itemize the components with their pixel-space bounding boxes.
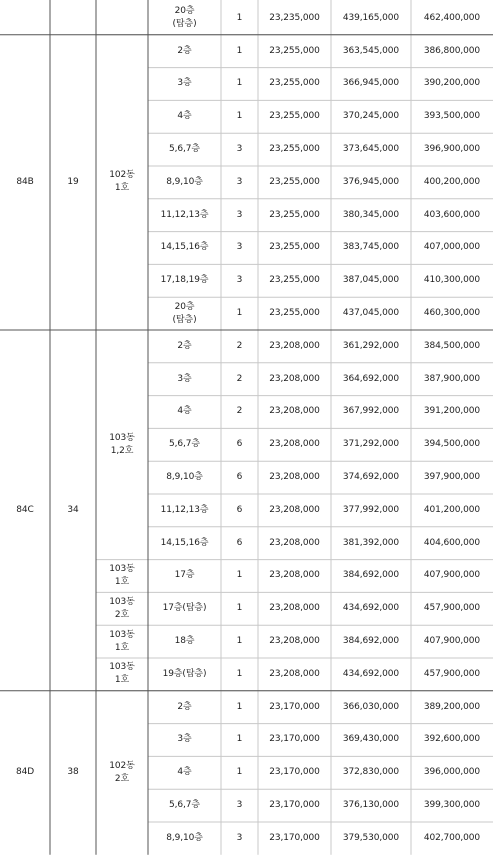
table-cell-price-c: 396,000,000 (423, 767, 481, 778)
table-cell-price-a: 23,255,000 (269, 209, 320, 220)
table-cell-price-b: 383,745,000 (342, 242, 400, 253)
table-cell-price-a: 23,255,000 (269, 144, 320, 155)
table-cell-floor: 4층 (177, 111, 192, 122)
table-cell-price-b: 434,692,000 (342, 603, 400, 614)
table-cell-price-b: 364,692,000 (342, 373, 400, 384)
table-cell-floor: 11,12,13층 (160, 209, 209, 220)
table-cell-price-c: 386,800,000 (423, 45, 481, 56)
table-cell-count: 1 (236, 45, 243, 56)
table-cell-floor: 2층 (177, 340, 192, 351)
table-cell-count: 6 (236, 504, 243, 515)
table-cell-floor: 2층 (177, 45, 192, 56)
table-cell-count: 2 (236, 340, 243, 351)
table-cell-price-b: 437,045,000 (342, 308, 400, 319)
table-cell-price-b: 363,545,000 (342, 45, 400, 56)
building-unit-cell: 103동 1,2호 (109, 432, 135, 456)
table-cell-price-b: 369,430,000 (342, 734, 400, 745)
table-cell-price-a: 23,208,000 (269, 636, 320, 647)
table-cell-count: 1 (236, 668, 243, 679)
table-cell-price-c: 400,200,000 (423, 176, 481, 187)
table-cell-price-a: 23,170,000 (269, 800, 320, 811)
table-cell-count: 3 (236, 832, 243, 843)
table-cell-floor: 5,6,7층 (169, 439, 200, 450)
table-cell-price-b: 366,030,000 (342, 701, 400, 712)
table-cell-count: 1 (236, 701, 243, 712)
table-cell-count: 1 (236, 767, 243, 778)
table-cell-price-a: 23,170,000 (269, 701, 320, 712)
table-cell-price-a: 23,208,000 (269, 472, 320, 483)
unit-count-cell: 38 (67, 767, 79, 778)
table-cell-price-a: 23,255,000 (269, 111, 320, 122)
building-unit-cell: 103동 2호 (109, 596, 135, 620)
table-cell-floor: 3층 (177, 734, 192, 745)
table-cell-price-c: 399,300,000 (423, 800, 481, 811)
table-cell-floor: 8,9,10층 (166, 472, 203, 483)
table-cell-price-a: 23,208,000 (269, 340, 320, 351)
table-cell-floor: 4층 (177, 406, 192, 417)
table-cell-floor: 20층 (탑층) (172, 301, 197, 325)
table-cell-count: 3 (236, 209, 243, 220)
table-cell-price-a: 23,170,000 (269, 734, 320, 745)
table-cell-price-c: 407,900,000 (423, 636, 481, 647)
table-cell-count: 1 (236, 308, 243, 319)
table-cell-price-c: 397,900,000 (423, 472, 481, 483)
table-cell-price-b: 376,945,000 (342, 176, 400, 187)
table-cell-floor: 14,15,16층 (160, 242, 209, 253)
table-cell-price-c: 407,000,000 (423, 242, 481, 253)
table-cell-price-c: 387,900,000 (423, 373, 481, 384)
unit-count-cell: 34 (67, 504, 79, 515)
building-unit-cell: 102동 1호 (109, 170, 135, 194)
table-cell-count: 6 (236, 472, 243, 483)
building-unit-cell: 103동 1호 (109, 563, 135, 587)
table-cell-count: 1 (236, 78, 243, 89)
table-cell-floor: 17층(탑층) (162, 603, 207, 614)
table-cell-price-c: 390,200,000 (423, 78, 481, 89)
table-cell-count: 1 (236, 603, 243, 614)
unit-type-cell: 84C (16, 504, 34, 515)
table-cell-count: 1 (236, 734, 243, 745)
table-cell-price-b: 361,292,000 (342, 340, 400, 351)
table-cell-floor: 8,9,10층 (166, 832, 203, 843)
table-cell-price-c: 389,200,000 (423, 701, 481, 712)
table-cell-price-c: 407,900,000 (423, 570, 481, 581)
table-cell-price-c: 460,300,000 (423, 308, 481, 319)
building-unit-cell (96, 2, 148, 35)
table-cell-price-a: 23,208,000 (269, 406, 320, 417)
table-cell-price-b: 380,345,000 (342, 209, 400, 220)
table-cell-floor: 2층 (177, 701, 192, 712)
table-cell-floor: 17,18,19층 (160, 275, 209, 286)
table-cell-count: 3 (236, 242, 243, 253)
table-cell-price-c: 396,900,000 (423, 144, 481, 155)
table-cell-price-b: 371,292,000 (342, 439, 400, 450)
table-cell-price-b: 370,245,000 (342, 111, 400, 122)
table-cell-price-c: 402,700,000 (423, 832, 481, 843)
table-cell-price-a: 23,255,000 (269, 78, 320, 89)
table-cell-price-a: 23,235,000 (269, 12, 320, 23)
table-cell-floor: 5,6,7층 (169, 144, 200, 155)
table-cell-price-b: 374,692,000 (342, 472, 400, 483)
table-cell-price-c: 391,200,000 (423, 406, 481, 417)
table-cell-price-a: 23,255,000 (269, 45, 320, 56)
table-cell-count: 1 (236, 570, 243, 581)
table-cell-price-c: 401,200,000 (423, 504, 481, 515)
table-cell-price-b: 377,992,000 (342, 504, 400, 515)
table-cell-price-a: 23,255,000 (269, 275, 320, 286)
table-cell-price-b: 376,130,000 (342, 800, 400, 811)
table-cell-price-c: 462,400,000 (423, 12, 481, 23)
unit-type-cell: 84B (16, 176, 34, 187)
table-cell-price-b: 387,045,000 (342, 275, 400, 286)
table-cell-count: 3 (236, 800, 243, 811)
table-cell-floor: 20층 (탑층) (172, 6, 197, 30)
table-cell-price-a: 23,208,000 (269, 439, 320, 450)
table-cell-count: 6 (236, 537, 243, 548)
table-cell-price-a: 23,208,000 (269, 603, 320, 614)
table-cell-floor: 8,9,10층 (166, 176, 203, 187)
table-cell-price-b: 372,830,000 (342, 767, 400, 778)
table-cell-count: 1 (236, 111, 243, 122)
table-cell-price-c: 410,300,000 (423, 275, 481, 286)
building-unit-cell: 103동 1호 (109, 629, 135, 653)
table-cell-floor: 3층 (177, 78, 192, 89)
table-cell-price-c: 457,900,000 (423, 603, 481, 614)
table-cell-price-c: 457,900,000 (423, 668, 481, 679)
table-cell-price-a: 23,208,000 (269, 537, 320, 548)
table-cell-floor: 4층 (177, 767, 192, 778)
table-cell-floor: 11,12,13층 (160, 504, 209, 515)
table-cell-floor: 5,6,7층 (169, 800, 200, 811)
table-cell-price-a: 23,170,000 (269, 832, 320, 843)
unit-type-cell (0, 2, 50, 35)
table-cell-price-a: 23,208,000 (269, 373, 320, 384)
table-cell-price-c: 393,500,000 (423, 111, 481, 122)
table-cell-floor: 18층 (174, 636, 195, 647)
table-cell-price-b: 434,692,000 (342, 668, 400, 679)
table-cell-floor: 19층(탑층) (162, 668, 207, 679)
table-cell-count: 6 (236, 439, 243, 450)
unit-count-cell: 19 (67, 176, 79, 187)
table-cell-price-c: 394,500,000 (423, 439, 481, 450)
building-unit-cell: 102동 2호 (109, 760, 135, 784)
table-cell-price-a: 23,208,000 (269, 570, 320, 581)
table-cell-count: 1 (236, 12, 243, 23)
table-cell-count: 3 (236, 275, 243, 286)
table-cell-price-a: 23,255,000 (269, 308, 320, 319)
table-cell-count: 3 (236, 176, 243, 187)
table-cell-price-c: 384,500,000 (423, 340, 481, 351)
table-cell-count: 2 (236, 406, 243, 417)
table-cell-price-b: 367,992,000 (342, 406, 400, 417)
table-cell-price-a: 23,255,000 (269, 242, 320, 253)
table-cell-price-b: 379,530,000 (342, 832, 400, 843)
table-cell-price-c: 403,600,000 (423, 209, 481, 220)
table-cell-price-b: 366,945,000 (342, 78, 400, 89)
table-cell-price-b: 381,392,000 (342, 537, 400, 548)
table-cell-count: 1 (236, 636, 243, 647)
table-cell-price-a: 23,208,000 (269, 504, 320, 515)
table-cell-price-c: 404,600,000 (423, 537, 481, 548)
table-cell-count: 3 (236, 144, 243, 155)
table-cell-price-a: 23,170,000 (269, 767, 320, 778)
table-cell-price-b: 439,165,000 (342, 12, 400, 23)
table-cell-price-c: 392,600,000 (423, 734, 481, 745)
unit-count-cell (50, 2, 96, 35)
building-unit-cell: 103동 1호 (109, 662, 135, 686)
table-cell-price-b: 384,692,000 (342, 570, 400, 581)
table-cell-floor: 3층 (177, 373, 192, 384)
table-cell-floor: 14,15,16층 (160, 537, 209, 548)
table-cell-price-b: 373,645,000 (342, 144, 400, 155)
table-cell-count: 2 (236, 373, 243, 384)
table-cell-floor: 17층 (174, 570, 195, 581)
table-cell-price-a: 23,208,000 (269, 668, 320, 679)
table-cell-price-b: 384,692,000 (342, 636, 400, 647)
table-cell-price-a: 23,255,000 (269, 176, 320, 187)
unit-type-cell: 84D (15, 767, 35, 778)
